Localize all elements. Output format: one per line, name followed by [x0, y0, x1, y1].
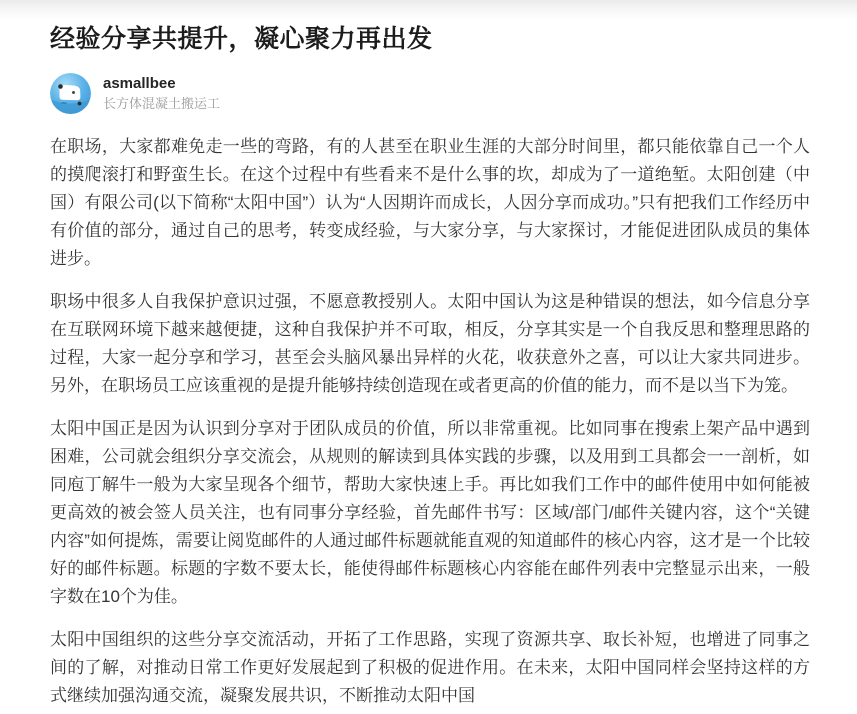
article-paragraph: 职场中很多人自我保护意识过强，不愿意教授别人。太阳中国认为这是种错误的想法，如今信息分享在互联网环境下越来越便捷，这种自我保护并不可取，相反，分享其实是一个自我反思和整理思路的过程，大家一起分享和学习，甚至会头脑风暴出异样的火花，收获意外之喜，可以让大家共同进步。另外，在职场员工应该重视的是提升能够持续创造现在或者更高的价值的能力，而不是以当下为笼。 — [50, 292, 810, 395]
author-name[interactable]: asmallbee — [103, 75, 176, 92]
article-paragraph: 太阳中国正是因为认识到分享对于团队成员的价值，所以非常重视。比如同事在搜索上架产品中遇到困难，公司就会组织分享交流会，从规则的解读到具体实践的步骤，以及用到工具都会一一剖析，如同庖丁解牛一般为大家呈现各个细节，帮助大家快速上手。再比如我们工作中的邮件使用中如何能被更高效的被会签人员关注，也有同事分享经验，首先邮件书写：区域/部门/邮件关键内容，这个“关键内容”如何提炼，需要让阅览邮件的人通过邮件标题就能直观的知道邮件的核心内容，这才是一个比较好的邮件标题。标题的字数不要太长，能使得邮件标题核心内容能在邮件列表中完整显示出来，一般字数在10个为佳。 — [50, 419, 810, 606]
author-meta — [103, 75, 220, 112]
bee-avatar-icon — [50, 73, 91, 114]
article-body — [50, 133, 810, 710]
author-block — [50, 73, 810, 114]
avatar[interactable] — [50, 73, 91, 114]
article-paragraph: 在职场，大家都难免走一些的弯路，有的人甚至在职业生涯的大部分时间里，都只能依靠自己一个人的摸爬滚打和野蛮生长。在这个过程中有些看来不是什么事的坎，却成为了一道绝堑。太阳创建（中国）有限公司(以下简称“太阳中国”）认为“人因期许而成长，人因分享而成功。”只有把我们工作经历中有价值的部分，通过自己的思考，转变成经验，与大家分享，与大家探讨，才能促进团队成员的集体进步。 — [50, 137, 810, 268]
page-title: 经验分享共提升，凝心聚力再出发 — [50, 25, 433, 53]
article-paragraph: 太阳中国组织的这些分享交流活动，开拓了工作思路，实现了资源共享、取长补短，也增进了同事之间的了解，对推动日常工作更好发展起到了积极的促进作用。在未来，太阳中国同样会坚持这样的方式继续加强沟通交流，凝聚发展共识，不断推动太阳中国 — [50, 630, 810, 705]
author-subtitle: 长方体混凝土搬运工 — [103, 96, 221, 111]
